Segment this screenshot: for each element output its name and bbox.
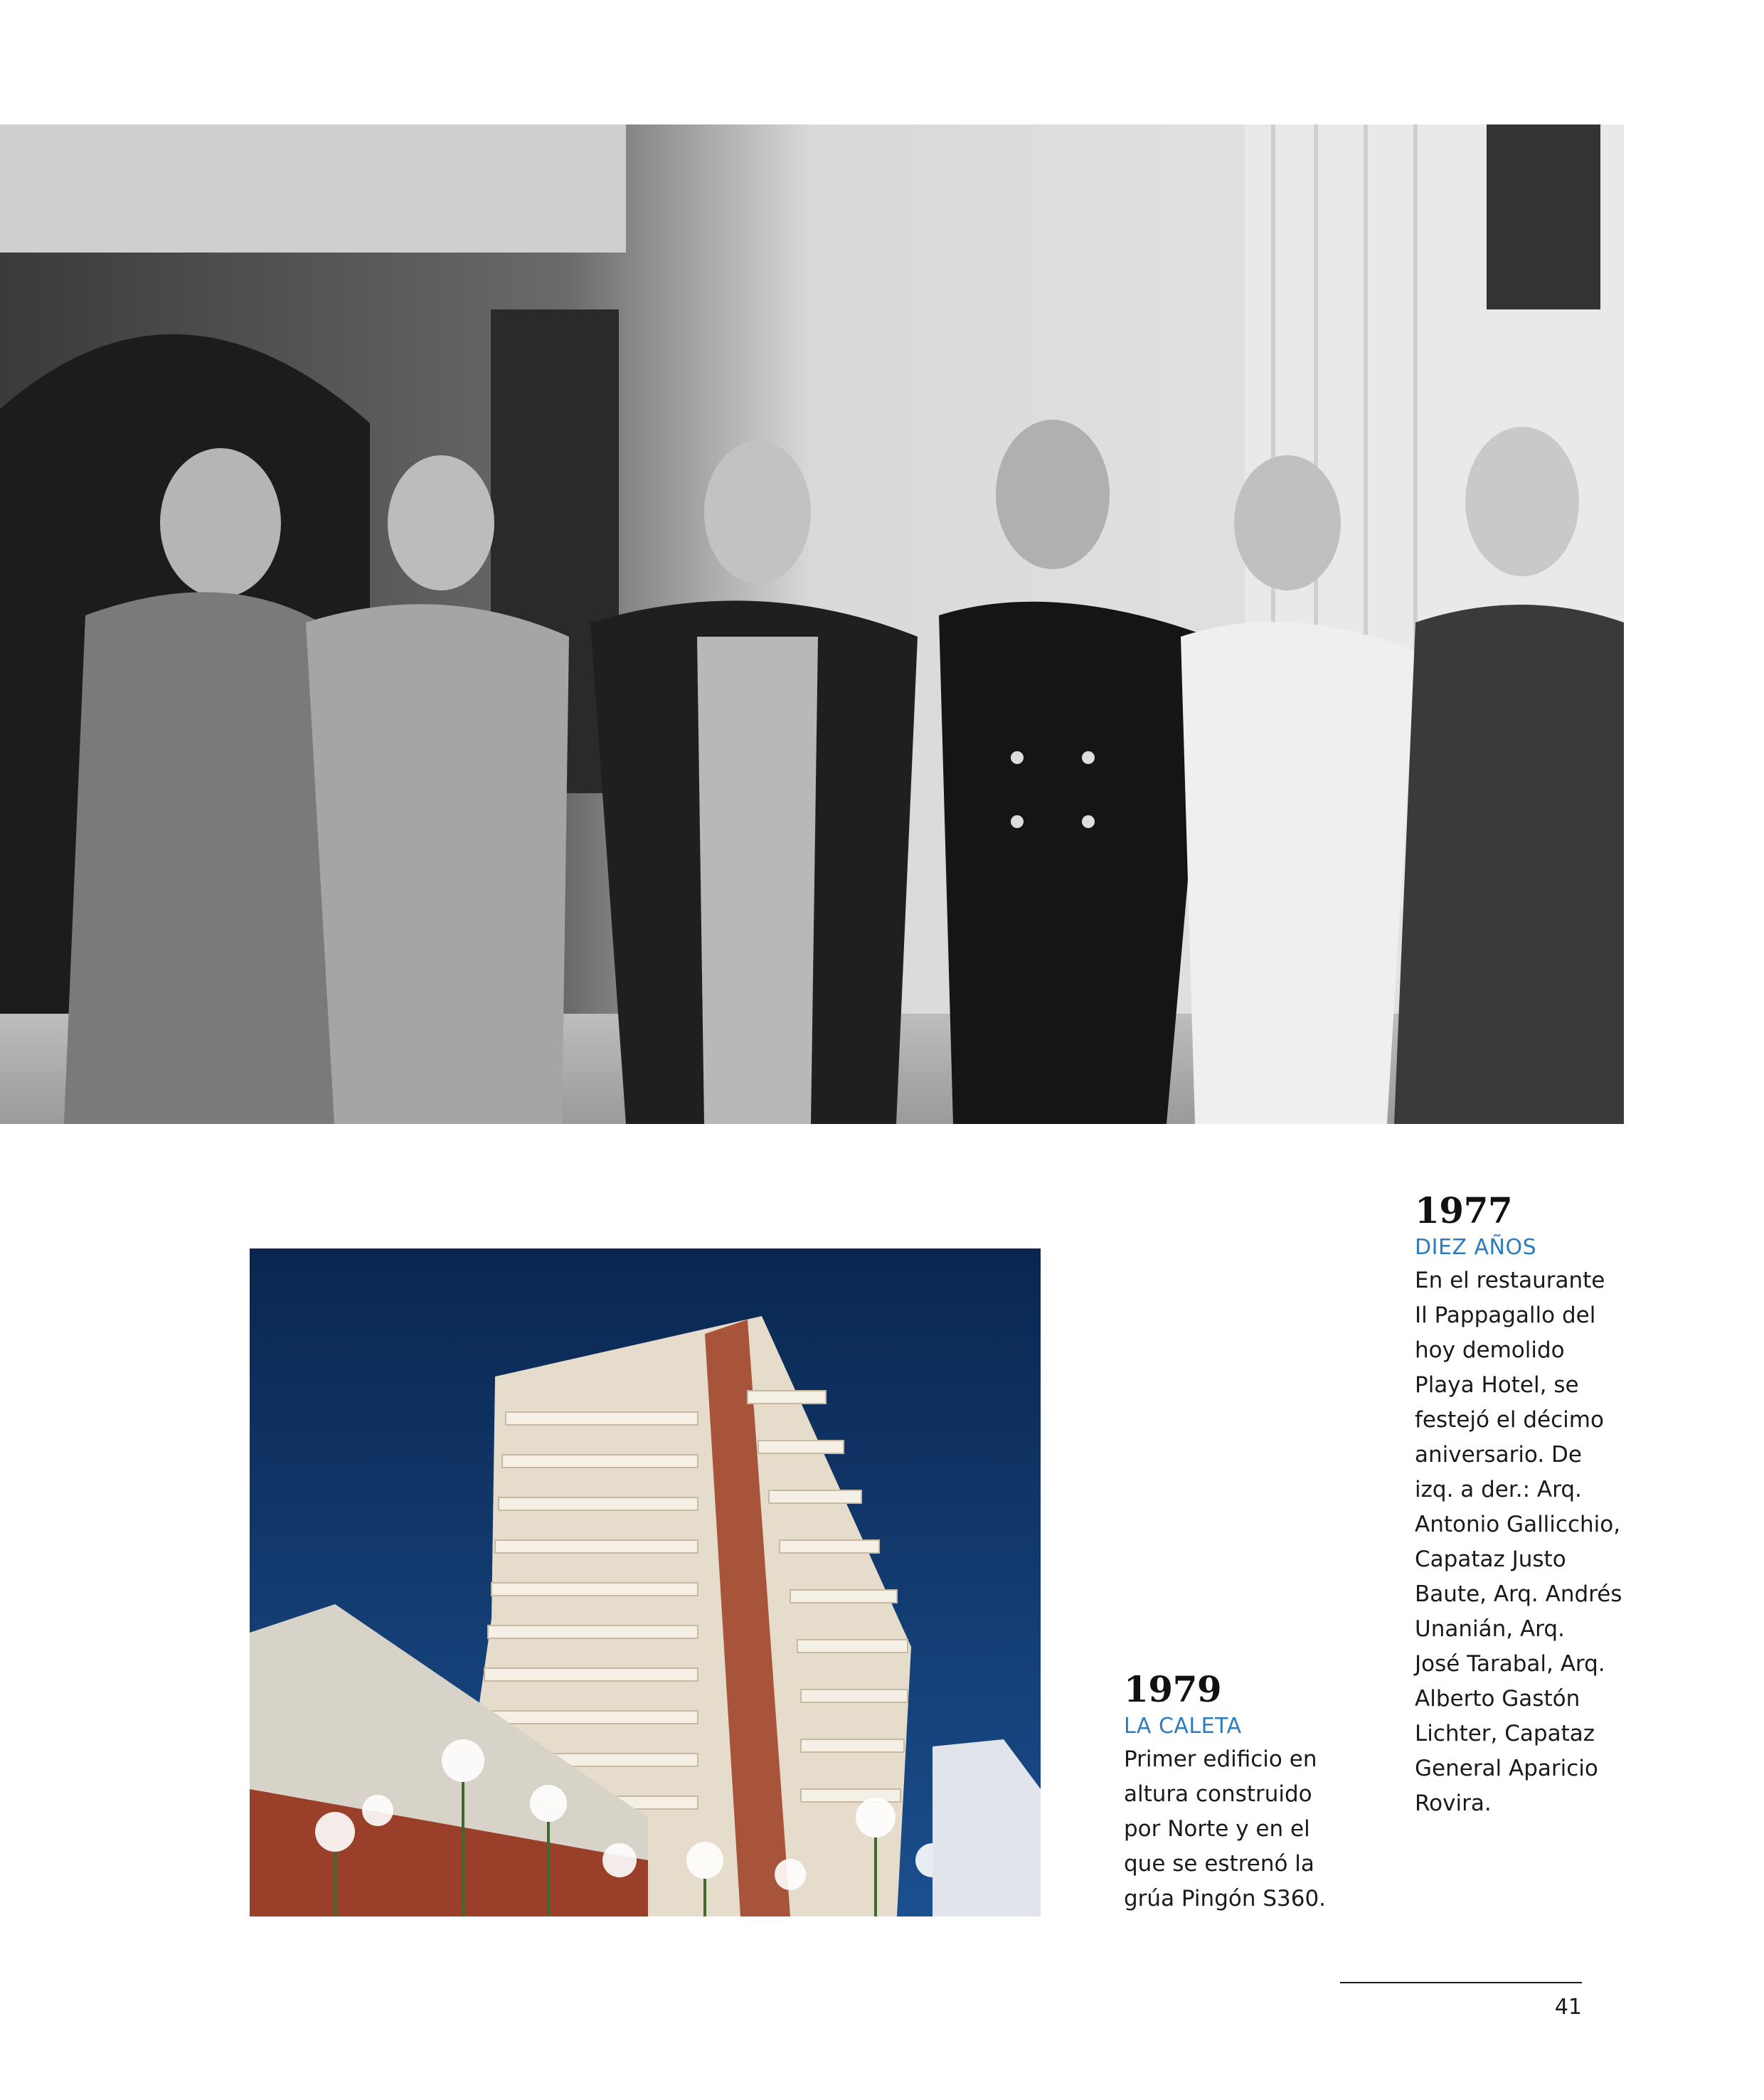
caption-1979	[1124, 1668, 1359, 1916]
caption-subtitle: DIEZ AÑOS	[1415, 1235, 1537, 1260]
caption-1977	[1415, 1189, 1628, 1821]
page-number: 41	[1554, 1995, 1582, 2020]
caption-subtitle: LA CALETA	[1124, 1714, 1242, 1739]
la-caleta-building-photo	[250, 1248, 1041, 1916]
caption-year: 1977	[1415, 1189, 1513, 1231]
group-photo-1977	[0, 124, 1624, 1124]
caption-year: 1979	[1124, 1668, 1222, 1710]
caption-body: Primer edificio en altura construido por Norte y en el que se estrenó la grúa Pingón S360.	[1124, 1746, 1327, 1911]
folio-rule	[1340, 1982, 1582, 1983]
caption-body: En el restaurante Il Pappagallo del hoy demolido Playa Hotel, se festejó el décimo aniversario. De izq. a der.: Arq. Antonio Gallicchio, Capataz Justo Baute, Arq. Andrés Unanián, Arq. José Tarabal, Arq. Alberto Gastón Lichter, Capataz General Aparicio Rovira.	[1415, 1268, 1622, 1816]
